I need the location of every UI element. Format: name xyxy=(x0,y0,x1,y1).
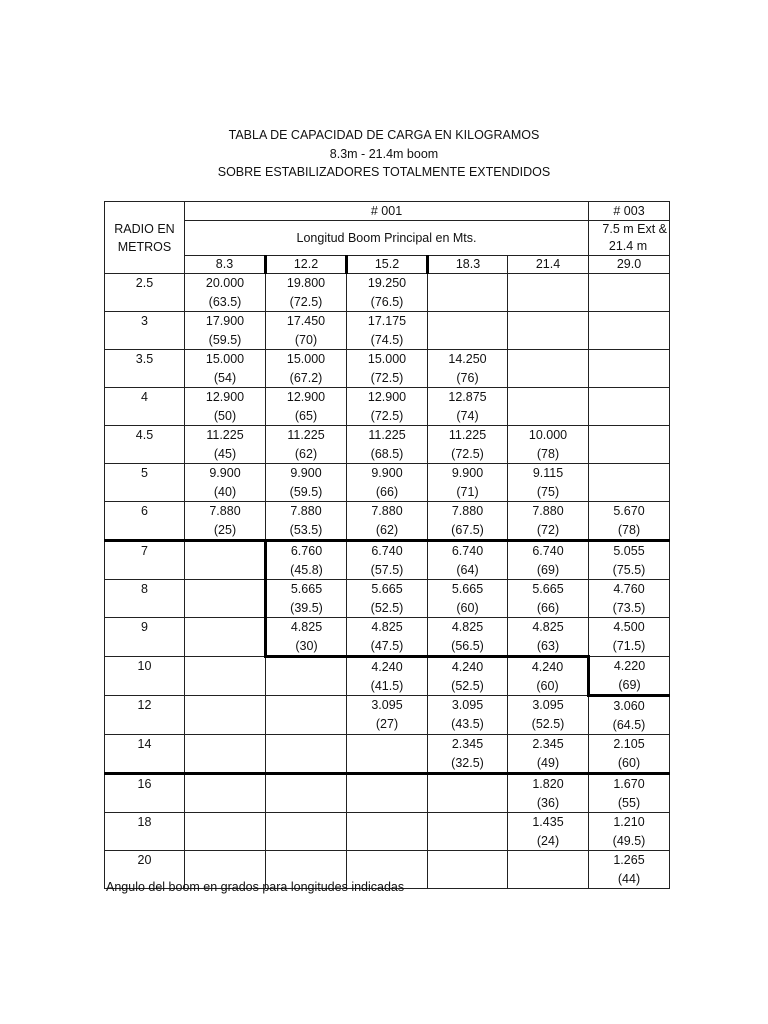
capacity-cell xyxy=(347,774,428,813)
capacity-kg: 3.095 xyxy=(451,698,484,712)
capacity-kg: 7.880 xyxy=(209,504,241,518)
capacity-cell xyxy=(347,657,428,696)
length-header-cell: 15.2 xyxy=(347,256,428,274)
table-row xyxy=(105,274,670,312)
capacity-cell xyxy=(589,426,670,464)
boom-angle: (78) xyxy=(536,446,560,461)
capacity-cell xyxy=(266,426,347,464)
table-row xyxy=(105,580,670,618)
boom-angle: (49.5) xyxy=(612,833,646,848)
capacity-kg: 4.500 xyxy=(613,620,645,634)
capacity-cell xyxy=(266,774,347,813)
boom-angle: (59.5) xyxy=(289,484,323,499)
capacity-kg: 1.820 xyxy=(532,777,564,791)
capacity-cell xyxy=(347,696,428,735)
capacity-cell xyxy=(508,464,589,502)
capacity-kg: 6.740 xyxy=(371,544,403,558)
boom-angle: (72.5) xyxy=(370,370,404,385)
capacity-kg: 19.250 xyxy=(367,276,407,290)
capacity-cell xyxy=(266,541,347,580)
radius-cell: 12 xyxy=(105,696,185,735)
boom-angle: (63) xyxy=(536,638,560,653)
capacity-cell xyxy=(185,580,266,618)
capacity-kg: 4.220 xyxy=(613,659,646,673)
table-row xyxy=(105,735,670,774)
radius-cell: 4.5 xyxy=(105,426,185,464)
capacity-kg: 12.900 xyxy=(367,390,407,404)
length-header-cell: 18.3 xyxy=(428,256,508,274)
boom-angle: (36) xyxy=(536,795,560,810)
table-row xyxy=(105,350,670,388)
capacity-cell xyxy=(266,696,347,735)
capacity-cell xyxy=(347,541,428,580)
radius-cell: 4 xyxy=(105,388,185,426)
capacity-cell xyxy=(428,696,508,735)
radius-header xyxy=(105,202,185,274)
capacity-cell xyxy=(508,618,589,657)
boom-angle: (52.5) xyxy=(370,600,404,615)
boom-angle: (76) xyxy=(456,370,479,385)
capacity-cell xyxy=(589,580,670,618)
capacity-cell xyxy=(589,541,670,580)
length-header-cell: 21.4 xyxy=(508,256,589,274)
boom-angle: (41.5) xyxy=(370,678,404,693)
capacity-cell xyxy=(185,774,266,813)
radius-cell: 7 xyxy=(105,541,185,580)
boom-angle: (67.2) xyxy=(289,370,323,385)
boom-angle: (78) xyxy=(617,522,641,537)
capacity-kg: 7.880 xyxy=(290,504,322,518)
boom-angle: (56.5) xyxy=(451,638,484,653)
boom-angle: (60) xyxy=(456,600,479,615)
capacity-cell xyxy=(185,350,266,388)
capacity-cell xyxy=(589,618,670,657)
capacity-kg: 4.825 xyxy=(451,620,484,634)
capacity-cell xyxy=(185,657,266,696)
boom-angle: (70) xyxy=(294,332,318,347)
capacity-cell xyxy=(428,541,508,580)
capacity-kg: 4.825 xyxy=(290,620,323,634)
capacity-cell xyxy=(428,464,508,502)
boom-angle: (59.5) xyxy=(208,332,242,347)
boom-angle: (44) xyxy=(617,871,641,886)
capacity-cell xyxy=(266,502,347,541)
length-header-cell: 8.3 xyxy=(185,256,266,274)
extension-header xyxy=(589,221,670,256)
boom-angle: (47.5) xyxy=(370,638,404,653)
capacity-cell xyxy=(266,735,347,774)
capacity-cell xyxy=(428,618,508,657)
capacity-cell xyxy=(589,813,670,851)
capacity-kg: 5.670 xyxy=(613,504,645,518)
boom-angle: (76.5) xyxy=(370,294,404,309)
capacity-cell xyxy=(428,426,508,464)
boom-angle: (57.5) xyxy=(370,562,404,577)
capacity-cell xyxy=(347,502,428,541)
length-header-cell: 12.2 xyxy=(266,256,347,274)
capacity-cell xyxy=(508,274,589,312)
boom-angle: (72) xyxy=(536,522,560,537)
radius-cell: 18 xyxy=(105,813,185,851)
capacity-kg: 19.800 xyxy=(286,276,326,290)
radius-cell: 10 xyxy=(105,657,185,696)
capacity-kg: 12.900 xyxy=(205,390,245,404)
boom-angle: (64) xyxy=(456,562,479,577)
capacity-cell xyxy=(347,813,428,851)
capacity-cell xyxy=(185,541,266,580)
length-header-cell: 29.0 xyxy=(589,256,670,274)
capacity-cell xyxy=(347,274,428,312)
capacity-cell xyxy=(185,464,266,502)
group-001-header: # 001 xyxy=(185,202,589,221)
boom-angle: (54) xyxy=(213,370,237,385)
boom-angle: (60) xyxy=(617,755,641,770)
capacity-cell xyxy=(347,350,428,388)
radius-cell: 14 xyxy=(105,735,185,774)
capacity-cell xyxy=(508,696,589,735)
capacity-kg: 9.115 xyxy=(532,466,564,480)
table-row xyxy=(105,312,670,350)
boom-angle: (55) xyxy=(617,795,641,810)
capacity-kg: 1.435 xyxy=(532,815,564,829)
capacity-kg: 3.095 xyxy=(532,698,564,712)
boom-angle: (32.5) xyxy=(451,755,484,770)
capacity-kg: 1.265 xyxy=(613,853,645,867)
capacity-cell xyxy=(428,657,508,696)
boom-angle: (43.5) xyxy=(451,716,484,731)
capacity-cell xyxy=(508,388,589,426)
capacity-kg: 7.880 xyxy=(371,504,403,518)
capacity-cell xyxy=(589,735,670,774)
capacity-cell xyxy=(185,735,266,774)
capacity-kg: 5.055 xyxy=(613,544,645,558)
boom-angle: (65) xyxy=(294,408,318,423)
group-003-header: # 003 xyxy=(589,202,670,221)
capacity-cell xyxy=(428,350,508,388)
boom-angle: (72.5) xyxy=(289,294,323,309)
capacity-cell xyxy=(508,774,589,813)
capacity-cell xyxy=(428,851,508,889)
capacity-kg: 3.095 xyxy=(371,698,403,712)
boom-angle: (27) xyxy=(375,716,399,731)
capacity-kg: 6.760 xyxy=(290,544,323,558)
boom-angle: (24) xyxy=(536,833,560,848)
capacity-cell xyxy=(508,657,589,696)
boom-angle: (74) xyxy=(456,408,479,423)
extension-header-line-2: 21.4 m xyxy=(608,239,648,253)
capacity-kg: 12.900 xyxy=(286,390,326,404)
capacity-kg: 4.240 xyxy=(371,660,403,674)
capacity-kg: 9.900 xyxy=(451,466,484,480)
table-row xyxy=(105,657,670,696)
capacity-cell xyxy=(589,312,670,350)
boom-angle: (45.8) xyxy=(290,562,323,577)
capacity-cell xyxy=(266,274,347,312)
load-capacity-table xyxy=(104,201,670,889)
capacity-cell xyxy=(508,580,589,618)
capacity-kg: 2.105 xyxy=(613,737,645,751)
table-row xyxy=(105,696,670,735)
title-line-2: 8.3m - 21.4m boom xyxy=(329,146,439,161)
capacity-cell xyxy=(428,502,508,541)
capacity-kg: 9.900 xyxy=(290,466,322,480)
capacity-cell xyxy=(185,618,266,657)
capacity-cell xyxy=(266,312,347,350)
capacity-kg: 11.225 xyxy=(206,428,244,442)
capacity-cell xyxy=(266,618,347,657)
table-row xyxy=(105,541,670,580)
capacity-cell xyxy=(185,813,266,851)
capacity-kg: 5.665 xyxy=(451,582,484,596)
capacity-cell xyxy=(508,426,589,464)
capacity-kg: 1.670 xyxy=(613,777,645,791)
capacity-kg: 2.345 xyxy=(451,737,484,751)
capacity-kg: 11.225 xyxy=(287,428,325,442)
boom-angle: (64.5) xyxy=(612,717,646,732)
radius-cell: 20 xyxy=(105,851,185,889)
capacity-cell xyxy=(589,696,670,735)
capacity-cell xyxy=(185,696,266,735)
extension-header-line-1: 7.5 m Ext & xyxy=(602,222,667,236)
capacity-kg: 4.825 xyxy=(371,620,403,634)
capacity-cell xyxy=(508,312,589,350)
capacity-cell xyxy=(508,502,589,541)
capacity-cell xyxy=(589,774,670,813)
radius-cell: 6 xyxy=(105,502,185,541)
boom-angle: (52.5) xyxy=(531,716,565,731)
capacity-kg: 11.225 xyxy=(448,428,487,442)
boom-angle: (52.5) xyxy=(451,678,484,693)
capacity-cell xyxy=(589,657,670,696)
boom-angle: (49) xyxy=(536,755,560,770)
capacity-cell xyxy=(347,426,428,464)
capacity-kg: 5.665 xyxy=(290,582,323,596)
capacity-kg: 4.825 xyxy=(532,620,564,634)
boom-angle: (75) xyxy=(536,484,560,499)
capacity-kg: 10.000 xyxy=(528,428,568,442)
capacity-cell xyxy=(428,312,508,350)
table-row xyxy=(105,464,670,502)
capacity-kg: 7.880 xyxy=(532,504,564,518)
capacity-cell xyxy=(428,580,508,618)
boom-angle: (69) xyxy=(536,562,560,577)
capacity-kg: 6.740 xyxy=(451,544,484,558)
capacity-cell xyxy=(266,580,347,618)
boom-angle: (68.5) xyxy=(370,446,404,461)
capacity-cell xyxy=(185,274,266,312)
document-title xyxy=(0,126,768,182)
capacity-cell xyxy=(428,274,508,312)
capacity-cell xyxy=(508,813,589,851)
radius-cell: 9 xyxy=(105,618,185,657)
capacity-kg: 15.000 xyxy=(205,352,245,366)
capacity-cell xyxy=(589,502,670,541)
boom-angle: (63.5) xyxy=(208,294,242,309)
capacity-cell xyxy=(508,851,589,889)
boom-length-header: Longitud Boom Principal en Mts. xyxy=(185,221,589,256)
capacity-cell xyxy=(266,350,347,388)
capacity-cell xyxy=(266,813,347,851)
capacity-cell xyxy=(589,388,670,426)
capacity-kg: 7.880 xyxy=(451,504,484,518)
capacity-cell xyxy=(266,657,347,696)
capacity-cell xyxy=(589,464,670,502)
table-row xyxy=(105,774,670,813)
boom-angle: (74.5) xyxy=(370,332,404,347)
capacity-cell xyxy=(266,388,347,426)
boom-angle: (40) xyxy=(213,484,237,499)
boom-angle: (71) xyxy=(456,484,479,499)
capacity-kg: 9.900 xyxy=(371,466,403,480)
boom-angle: (25) xyxy=(213,522,237,537)
table-row xyxy=(105,502,670,541)
boom-angle: (75.5) xyxy=(612,562,646,577)
capacity-cell xyxy=(508,735,589,774)
capacity-kg: 17.900 xyxy=(205,314,245,328)
boom-angle: (72.5) xyxy=(451,446,484,461)
boom-angle: (60) xyxy=(536,678,559,693)
boom-angle: (45) xyxy=(213,446,237,461)
radius-cell: 3.5 xyxy=(105,350,185,388)
capacity-kg: 17.175 xyxy=(367,314,407,328)
capacity-kg: 14.250 xyxy=(448,352,487,366)
footnote: Angulo del boom en grados para longitudes indicadas xyxy=(106,880,405,894)
capacity-kg: 1.210 xyxy=(613,815,645,829)
boom-angle: (69) xyxy=(618,677,641,692)
capacity-cell xyxy=(185,388,266,426)
radius-header-line-1: RADIO EN xyxy=(114,221,175,236)
capacity-kg: 5.665 xyxy=(532,582,564,596)
capacity-cell xyxy=(347,735,428,774)
radius-cell: 5 xyxy=(105,464,185,502)
capacity-kg: 9.900 xyxy=(209,466,241,480)
capacity-cell xyxy=(589,851,670,889)
capacity-kg: 5.665 xyxy=(371,582,403,596)
capacity-cell xyxy=(508,541,589,580)
capacity-kg: 4.760 xyxy=(613,582,645,596)
table-row xyxy=(105,813,670,851)
capacity-cell xyxy=(185,502,266,541)
boom-angle: (53.5) xyxy=(289,522,323,537)
capacity-cell xyxy=(589,274,670,312)
capacity-kg: 4.240 xyxy=(451,660,484,674)
table-row xyxy=(105,388,670,426)
table-row xyxy=(105,426,670,464)
boom-angle: (71.5) xyxy=(612,638,646,653)
capacity-cell xyxy=(347,618,428,657)
capacity-cell xyxy=(185,312,266,350)
boom-angle: (62) xyxy=(375,522,399,537)
boom-angle: (66) xyxy=(375,484,399,499)
capacity-cell xyxy=(508,350,589,388)
boom-angle: (62) xyxy=(294,446,318,461)
boom-angle: (73.5) xyxy=(612,600,646,615)
capacity-cell xyxy=(347,312,428,350)
capacity-cell xyxy=(428,735,508,774)
capacity-cell xyxy=(589,350,670,388)
boom-angle: (39.5) xyxy=(290,600,323,615)
capacity-cell xyxy=(185,426,266,464)
radius-cell: 3 xyxy=(105,312,185,350)
capacity-cell xyxy=(428,813,508,851)
boom-angle: (67.5) xyxy=(451,522,484,537)
boom-angle: (30) xyxy=(295,638,318,653)
title-line-3: SOBRE ESTABILIZADORES TOTALMENTE EXTENDIDOS xyxy=(217,165,551,179)
radius-cell: 16 xyxy=(105,774,185,813)
boom-angle: (66) xyxy=(536,600,560,615)
capacity-kg: 2.345 xyxy=(532,737,564,751)
capacity-cell xyxy=(347,388,428,426)
capacity-cell xyxy=(428,388,508,426)
table-row xyxy=(105,618,670,657)
capacity-kg: 15.000 xyxy=(286,352,326,366)
boom-angle: (50) xyxy=(213,408,237,423)
boom-angle: (72.5) xyxy=(370,408,404,423)
capacity-cell xyxy=(428,774,508,813)
capacity-kg: 15.000 xyxy=(367,352,407,366)
radius-header-line-2: METROS xyxy=(117,239,172,254)
capacity-kg: 3.060 xyxy=(613,699,645,713)
capacity-cell xyxy=(266,464,347,502)
capacity-kg: 12.875 xyxy=(448,390,487,404)
capacity-cell xyxy=(347,464,428,502)
title-line-1: TABLA DE CAPACIDAD DE CARGA EN KILOGRAMOS xyxy=(228,128,540,142)
capacity-kg: 6.740 xyxy=(532,544,564,558)
radius-cell: 8 xyxy=(105,580,185,618)
capacity-kg: 17.450 xyxy=(286,314,326,328)
capacity-kg: 20.000 xyxy=(205,276,245,290)
capacity-kg: 11.225 xyxy=(368,428,406,442)
capacity-kg: 4.240 xyxy=(531,660,564,674)
capacity-cell xyxy=(347,580,428,618)
radius-cell: 2.5 xyxy=(105,274,185,312)
